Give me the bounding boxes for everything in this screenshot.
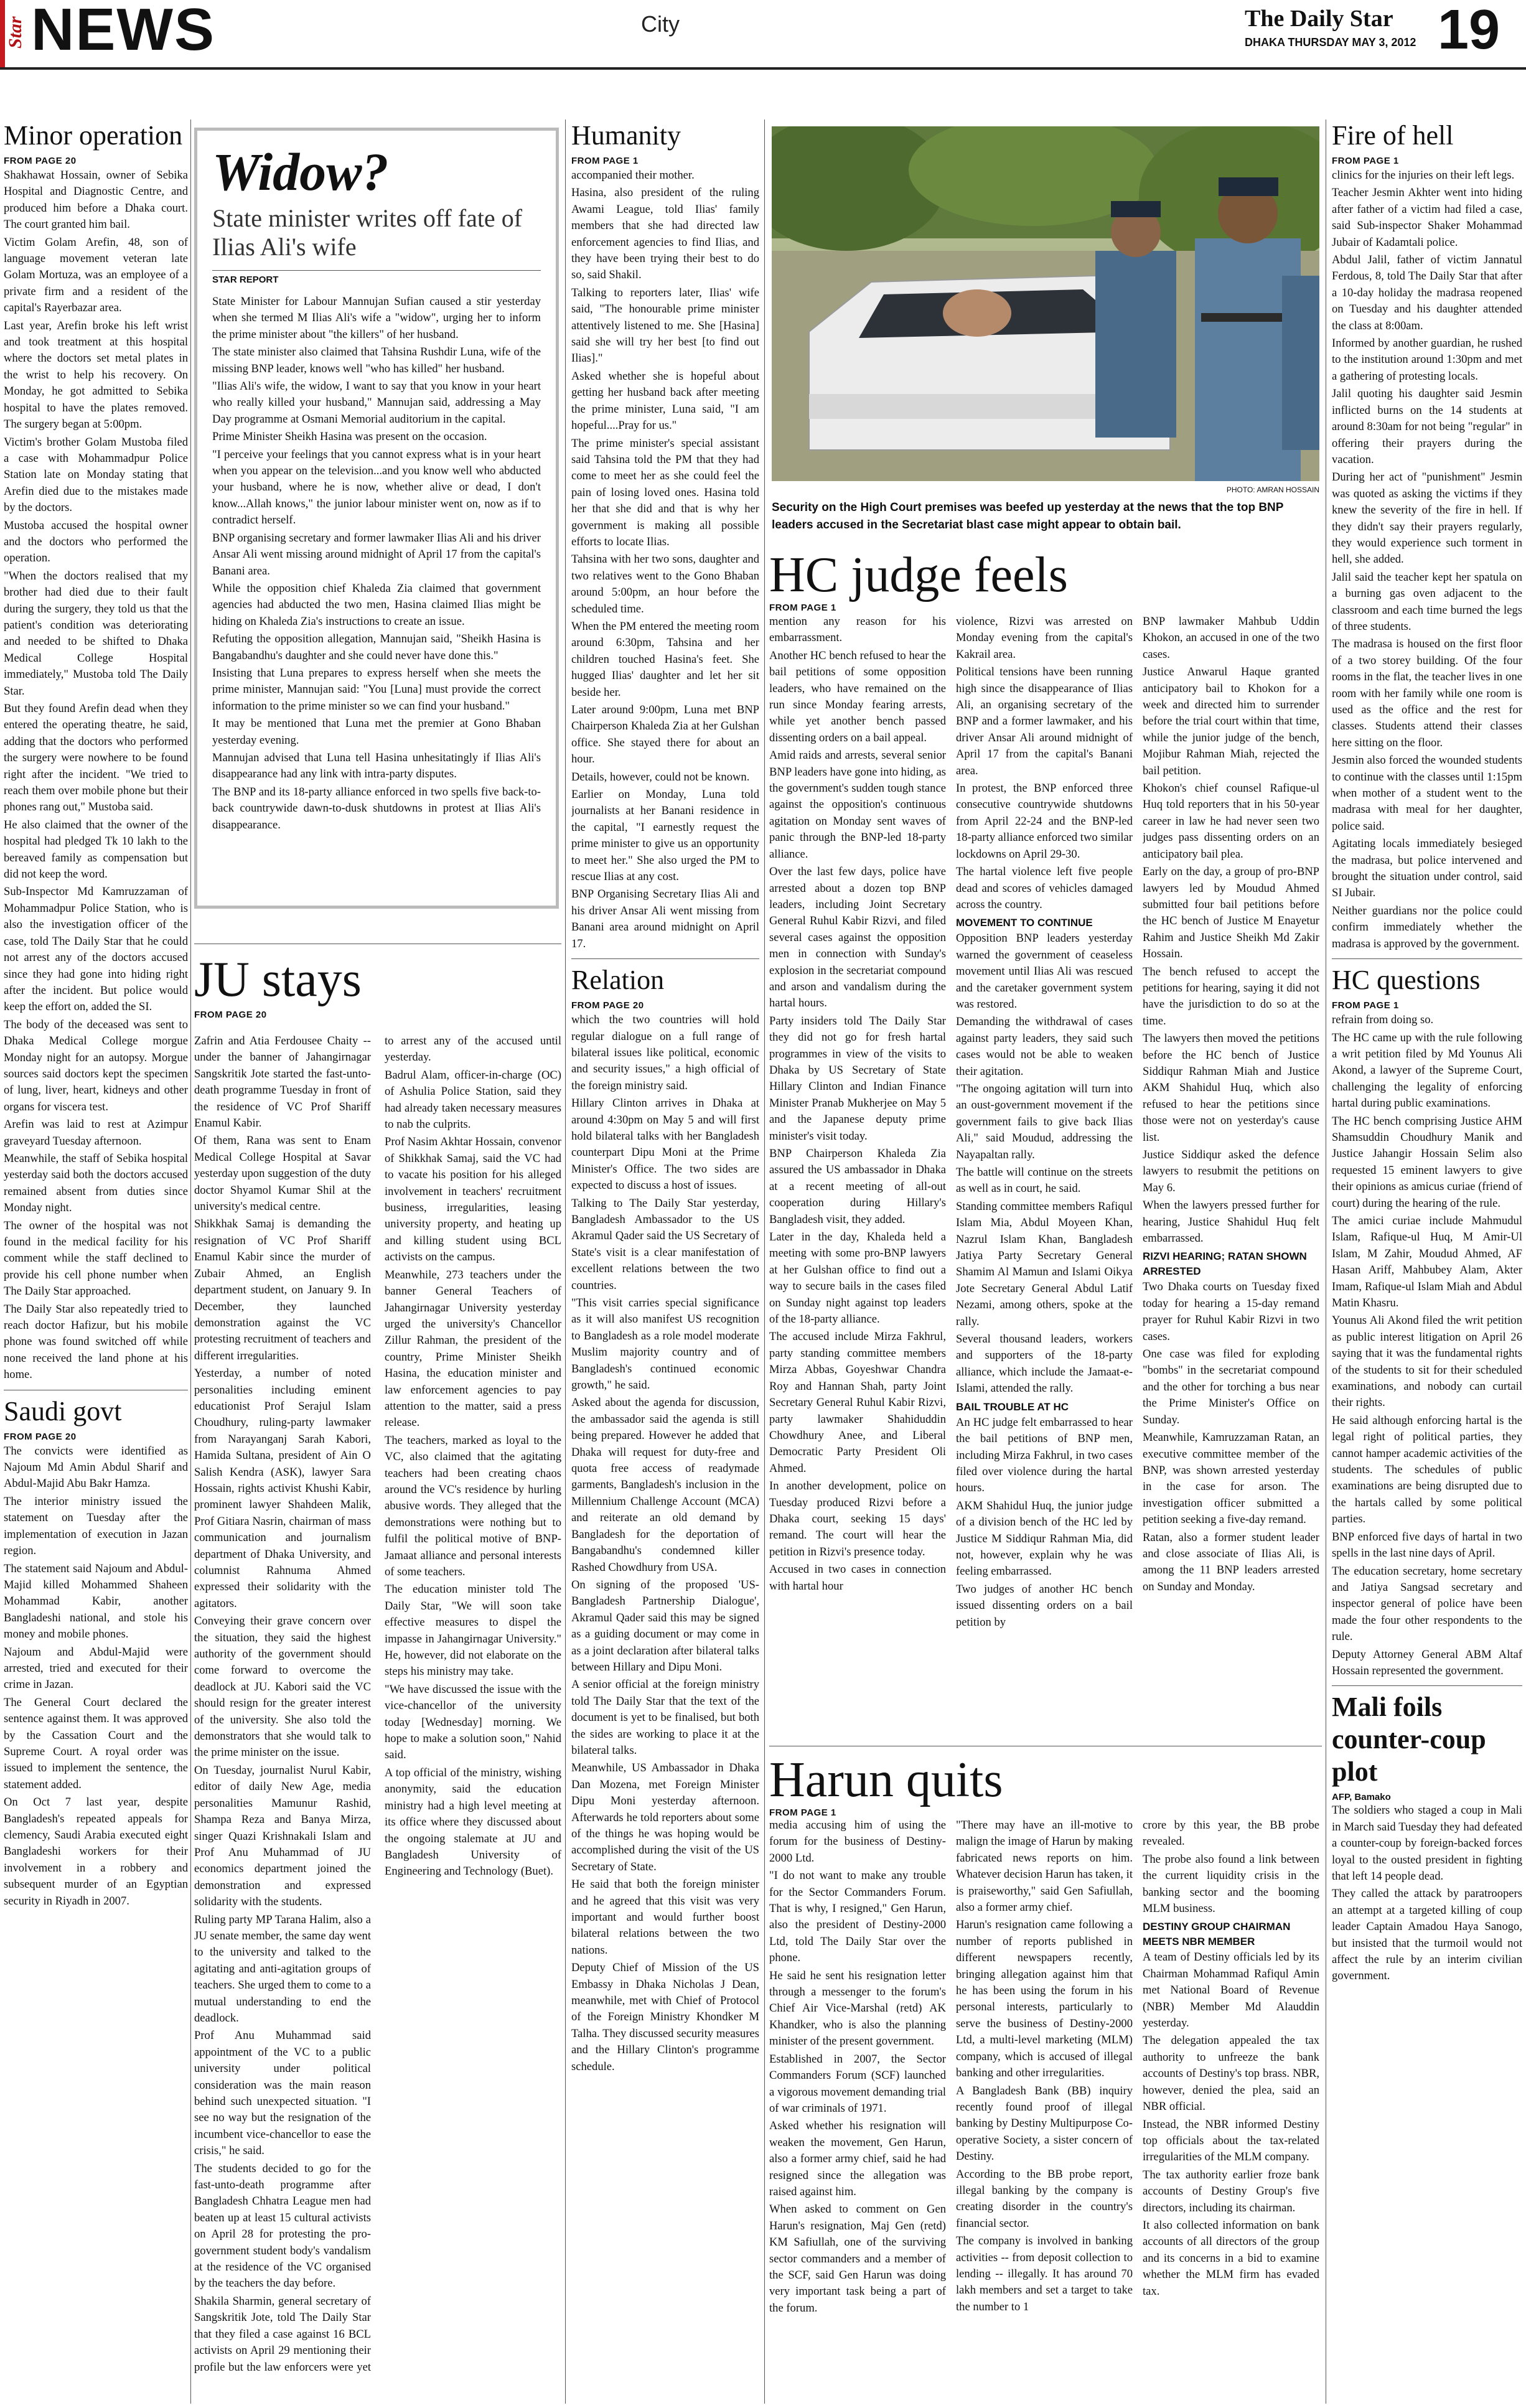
paragraph: In protest, the BNP enforced three consecutive countrywide shutdowns from April 22-24 and the BNP-led 18-party alliance enforced two similar lockdowns on April 29-30. [956,782,1133,861]
paragraph: Later in the day, Khaleda held a meeting with some pro-BNP lawyers at her Gulshan office to find out a way to secure bails in the cases filed on Sunday night against top leaders of the 18-party alliance. [769,1230,946,1326]
paragraph: An HC judge felt embarrassed to hear the bail petitions of BNP men, including Mirza Fakhrul, in two cases filed over violence during the hartal hours. [956,1415,1133,1495]
paragraph: which the two countries will hold regular dialogue on a full range of bilateral issues like political, economic and security issues," a high official of the foreign ministry said. [571,1013,759,1092]
column-humanity-relation [571,119,759,2404]
paragraph: While the opposition chief Khaleda Zia claimed that government agencies had abducted the two men, Hasina claimed Ilias might be hiding on Khaleda Zia's instructions to create an issue. [212,581,541,628]
hc-col-2-b [956,930,1133,1397]
paragraph: Victim Golam Arefin, 48, son of language movement veteran late Golam Mortuza, was an employee of a private firm and a resident of the capital's Rayerbazar area. [4,235,188,315]
ju-body [194,1033,561,2402]
paragraph: A senior official at the foreign ministry told The Daily Star that the text of the document is yet to be finalised, but both the sides are working to place it at the bilateral talks. [571,1678,759,1757]
paragraph: It also collected information on bank accounts of all directors of the group and its concerns in a bid to examine whether the MLM firm has evaded tax. [1143,2218,1319,2298]
paragraph: Arefin was laid to rest at Azimpur graveyard Tuesday afternoon. [4,1118,188,1148]
widow-subhead: State minister writes off fate of Ilias Ali's wife [212,204,523,261]
paragraph: The madrasa is housed on the first floor of a two storey building. Of the four rooms in the flat, the teacher lives in one room with her family while one room is used as the office and the rest for classes. Students attend their classes here sitting on the floor. [1332,637,1522,749]
page-number: 19 [1438,0,1500,61]
paragraph: Talking to The Daily Star yesterday, Bangladesh Ambassador to the US Akramul Qader said the US Secretary of State's visit is a clear manifestation of excellent relations between the two countries. [571,1196,759,1292]
relation-headline: Relation [571,965,665,996]
dateline: DHAKA THURSDAY MAY 3, 2012 [1245,36,1416,49]
column-rule [190,119,191,2404]
paragraph: He said although enforcing hartal is the legal right of political parties, they cannot hamper academic activities of the students. The schedules of public examinations are being disrupted due to the hartals called by some political parties. [1332,1413,1522,1526]
paragraph: Shakila Sharmin, general secretary of Sangskritik Jote, told The Daily Star that they filed a case against 16 BCL activists on April 29 mentioning their profile but the law enforcers were yet to arrest any of the accused until yesterday. [194,1034,561,2374]
mali-body [1332,1802,1522,1984]
column-rule [565,119,566,2404]
ju-headline: JU stays [194,952,362,1007]
section-title: NEWS [31,0,215,63]
widow-box [194,128,559,909]
paragraph: The company is involved in banking activities -- from deposit collection to lending -- illegally. It has around 70 lakh members and set a target to take the number to 1 [956,2234,1133,2313]
paragraph: The students decided to go for the fast-unto-death programme after Bangladesh Chhatra League men had beaten up at least 15 cultural activists on April 28 for protesting the pro-government student body's vandalism at the residence of the VC organised by the teachers the day before. [194,2162,371,2290]
paragraph: Justice Anwarul Haque granted anticipatory bail to Khokon for a week and directed him to surrender before the trial court within that time, while the junior judge of the bench, Mojibur Rahman Miah, rejected the bail petition. [1143,665,1319,777]
paragraph: Jesmin also forced the wounded students to continue with the classes until 1:15pm when mother of a student went to the madrasa with meal for her daughter, police said. [1332,754,1522,833]
paragraph: Meanwhile, the staff of Sebika hospital yesterday said both the doctors accused remained absent from duties since Monday night. [4,1151,188,1215]
paragraph: One case was filed for exploding "bombs" in the secretariat compound and the other for torching a bus near the Prime Minister's Office on Sunday. [1143,1347,1319,1427]
hc-col-2-c [956,1415,1133,1631]
paragraph: BNP enforced five days of hartal in two spells in the last nine days of April. [1332,1530,1522,1560]
column-rule [764,119,765,2404]
paragraph: He said that both the foreign minister and he agreed that this visit was very important and would further boost bilateral relations between the two nations. [571,1878,759,1957]
paragraph: "When the doctors realised that my brother had died due to their fault during the surgery, they told us that the patient's condition was deteriorating and needed to be shifted to Dhaka Medical College Hospital immediately," Mustoba told The Daily Star. [4,569,188,698]
paragraph: Tahsina with her two sons, daughter and two relatives went to the Gono Bhaban around 5:00pm, an hour before the scheduled time. [571,553,759,616]
paragraph: The delegation appealed the tax authority to unfreeze the bank accounts of Destiny's top brass. NBR, however, denied the plea, said an NBR official. [1143,2034,1319,2114]
paragraph: The probe also found a link between the current liquidity crisis in the banking sector and the booming MLM business. [1143,1852,1319,1916]
paragraph: Early on the day, a group of pro-BNP lawyers led by Moudud Ahmed submitted four bail petitions before the HC bench of Justice M Enayetur Rahim and Justice Sheikh Md Zakir Hossain. [1143,865,1319,961]
widow-byline: STAR REPORT [212,270,541,285]
masthead [0,0,1526,70]
paragraph: Najoum and Abdul-Majid were arrested, tried and executed for their crime in Jazan. [4,1645,188,1692]
paper-name: The Daily Star [1245,6,1393,32]
paragraph: refrain from doing so. [1332,1013,1434,1027]
paragraph: Harun's resignation came following a number of reports published in different newspapers recently, bringing allegation against him that he has been using the forum in his personal interests, particularly to serve the business of Destiny-2000 Ltd, a multi-level marketing (MLM) company, which is accused of illegal banking and other irregularities. [956,1918,1133,2080]
hcq-from: FROM PAGE 1 [1332,1000,1399,1011]
paragraph: The HC bench comprising Justice AHM Shamsuddin Choudhury Manik and Justice Jahangir Hossain Selim also requested 15 eminent lawyers to give their opinions as amicus curiae (friend of court) during the hearing of the rule. [1332,1114,1522,1210]
divider [1332,958,1522,959]
paragraph: Refuting the opposition allegation, Mannujan said, "Sheikh Hasina is Bangabandhu's daughter and she could never have done this." [212,632,541,662]
hc-col-3-a [1143,614,1319,1247]
paragraph: Political tensions have been running high since the disappearance of Ilias Ali, an organising secretary of the BNP and a former lawmaker, and his driver Ansar Ali around midnight of April 17 from the capital's Banani area. [956,665,1133,777]
photo-credit: PHOTO: AMRAN HOSSAIN [1226,485,1319,494]
paragraph: Meanwhile, US Ambassador in Dhaka Dan Mozena, met Foreign Minister Dipu Moni yesterday afternoon. Afterwards he told reporters about some of the things he was hoping would be accomplished during the visit of the US Secretary of State. [571,1761,759,1873]
harun-header [769,1753,1322,1819]
paragraph: He also claimed that the owner of the hospital had pledged Tk 10 lakh to the bereaved family as compensation but did not keep the word. [4,818,188,881]
paragraph: The General Court declared the sentence against them. It was approved by the Cassation Court and the Supreme Court. A royal order was issued to implement the sentence, the statement added. [4,1695,188,1791]
minor-body [4,167,188,1384]
paragraph: The convicts were identified as Najoum Md Amin Abdul Sharif and Abdul-Majid Abu Bakr Hamza. [4,1444,188,1491]
harun-from: FROM PAGE 1 [769,1807,836,1818]
paragraph: Mannujan advised that Luna tell Hasina unhesitatingly if Ilias Ali's disappearance had any link with intra-party disputes. [212,751,541,781]
paragraph: Earlier on Monday, Luna told journalists at her Banani residence in the capital, "I earnestly request the prime minister to give us an opportunity to meet her." She also urged the PM to rescue Ilias at any cost. [571,788,759,884]
hc-col-3 [1143,614,1319,1740]
paragraph: It may be mentioned that Luna met the premier at Gono Bhaban yesterday evening. [212,717,541,747]
paragraph: "We have discussed the issue with the vice-chancellor of the university today [Wednesday] morning. We hope to make a solution soon," Nahid said. [385,1682,561,1762]
fire-headline: Fire of hell [1332,120,1454,151]
hc-col-2 [956,614,1133,1740]
paragraph: The education secretary, home secretary and Jatiya Sangsad secretary and inspector general of police have been made the four other respondents to the rule. [1332,1564,1522,1644]
paragraph: When asked to comment on Gen Harun's resignation, Maj Gen (retd) KM Safiullah, one of the surviving sector commanders and a member of the SCF, said Gen Harun was doing very important task being a part of the forum. [769,2203,946,2315]
paragraph: Asked whether his resignation will weaken the movement, Gen Harun, also a former army chief, said he had resigned since the allegation was raised against him. [769,2119,946,2198]
saudi-body [4,1443,188,1909]
photo-caption: Security on the High Court premises was beefed up yesterday at the news that the top BNP leaders accused in the Secretariat blast case might appear to obtain bail. [772,501,1284,532]
paragraph: Deputy Chief of Mission of the US Embassy in Dhaka Nicholas J Dean, meanwhile, met with Chief of Protocol of the Foreign Ministry Khondker M Talha. They discussed security measures and the Hillary Clinton's programme schedule. [571,1961,759,2073]
paragraph: Another HC bench refused to hear the bail petitions of some opposition leaders, who have remained on the run since Monday fearing arrests, while yet another bench passed dissenting orders on a bail appeal. [769,649,946,744]
paragraph: Ratan, also a former student leader and close associate of Ilias Ali, is among the 11 BNP leaders arrested on Sunday and Monday. [1143,1530,1319,1593]
paragraph: "Ilias Ali's wife, the widow, I want to say that you know in your heart who really killed your husband," Mannujan said, addressing a May Day programme at Osmani Memorial auditorium in the capital. [212,380,541,426]
paragraph: Talking to reporters later, Ilias' wife said, "The honourable prime minister attentively listened to me. She [Hasina] said she will try her best [to find out Ilias]." [571,286,759,365]
hc-col-3-b [1143,1279,1319,1595]
paragraph: The teachers, marked as loyal to the VC, also claimed that the agitating teachers had been creating chaos around the VC's residence by hurling abusive words. They alleged that the demonstrations were nothing but to fulfil the political motive of BNP-Jamaat alliance and personal interests of some teachers. [385,1433,561,1578]
hc-headline: HC judge feels [769,548,1068,602]
paragraph: The lawyers then moved the petitions before the HC bench of Justice Siddiqur Rahman Miah and Justice AKM Shahidul Huq, which also refused to hear the petitions since those were not on yesterday's cause list. [1143,1032,1319,1144]
divider [571,958,759,959]
paragraph: According to the BB probe report, illegal banking by the company is creating disorder in the country's financial sector. [956,2167,1133,2230]
paragraph: BNP Chairperson Khaleda Zia assured the US ambassador in Dhaka at a recent meeting of all-out cooperation during Hillary's Bangladesh visit, they added. [769,1147,946,1226]
harun-col-1 [769,1817,946,2402]
harun-col-3-b [1143,1949,1319,2300]
divider [1332,1685,1522,1686]
paragraph: On Oct 7 last year, despite Bangladesh's repeated appeals for clemency, Saudi Arabia executed eight Bangladeshi workers for their involvement in a robbery and subsequent murder of an Egyptian security in Riyadh in 2007. [4,1796,188,1908]
paragraph: Hasina, also president of the ruling Awami League, told Ilias' family members that she had directed law enforcement agencies to find Ilias, and they have been trying their best to do so, said Shakil. [571,186,759,282]
paragraph: Established in 2007, the Sector Commanders Forum (SCF) launched a vigorous movement demanding trial of war criminals of 1971. [769,2052,946,2115]
paragraph: clinics for the injuries on their left legs. [1332,169,1515,182]
paragraph: Several thousand leaders, workers and supporters of the 18-party alliance, which include the Jamaat-e-Islami, attended the rally. [956,1333,1133,1395]
relation-from: FROM PAGE 20 [571,1000,644,1011]
hc-subhead-rizvi: RIZVI HEARING; RATAN SHOWN ARRESTED [1143,1250,1307,1278]
hc-col-2-a [956,614,1133,913]
humanity-headline: Humanity [571,120,681,151]
hcq-headline: HC questions [1332,965,1481,996]
paragraph: Conveying their grave concern over the situation, they said the highest authority of the government should come forward to overcome the deadlock at JU. Kabori said the VC should resign for the greater interest of the university. She also told the demonstrators that she would talk to the prime minister on the issue. [194,1614,371,1759]
paragraph: On Tuesday, journalist Nurul Kabir, editor of daily New Age, media personalities Mamunur Rashid, Shampa Reza and Banya Mirza, singer Quazi Krishnakali Islam and Prof Anu Muhammad of JU economics department joined the demonstration and expressed solidarity with the students. [194,1763,371,1909]
paragraph: Two Dhaka courts on Tuesday fixed today for hearing a 15-day remand prayer for Ruhul Kabir Rizvi in two cases. [1143,1280,1319,1343]
paragraph: The HC came up with the rule following a writ petition filed by Md Younus Ali Akond, a lawyer of the Supreme Court, challenging the legality of enforcing hartal during public examinations. [1332,1031,1522,1110]
paragraph: crore by this year, the BB probe revealed. [1143,1819,1319,1848]
paragraph: Victim's brother Golam Mustoba filed a case with Mohammadpur Police Station late on Monday stating that Arefin died due to the mistakes made by the doctors. [4,435,188,515]
harun-subhead: DESTINY GROUP CHAIRMAN MEETS NBR MEMBER [1143,1921,1291,1948]
paragraph: When the PM entered the meeting room around 6:30pm, Tahsina and her children touched Hasina's feet. She hugged Ilias' daughter and let her sit beside her. [571,619,759,699]
paragraph: Shakhawat Hossain, owner of Sebika Hospital and Diagnostic Centre, and produced him before a Dhaka court. The court granted him bail. [4,169,188,232]
paragraph: The owner of the hospital was not found in the medical facility for his comment while the staff declined to provide his cell phone number when The Daily Star approached. [4,1219,188,1298]
paragraph: Hillary Clinton arrives in Dhaka at around 4:30pm on May 5 and will first hold bilateral talks with her Bangladesh counterpart Dipu Moni at the Prime Minister's Office. The two sides are expected to discuss a host of issues. [571,1097,759,1192]
paragraph: BNP Organising Secretary Ilias Ali and his driver Ansar Ali went missing from Banani area around midnight on April 17. [571,888,759,950]
hc-col-1 [769,614,946,1740]
paragraph: A team of Destiny officials led by its Chairman Mohammad Rafiqul Amin met National Board of Revenue (NBR) Member Md Alauddin yesterday. [1143,1951,1319,2030]
paragraph: Teacher Jesmin Akhter went into hiding after father of a victim had filed a case, said Sub-inspector Shaker Mohammad Jubair of Kadamtali police. [1332,186,1522,249]
paragraph: media accusing him of using the forum for the business of Destiny-2000 Ltd. [769,1819,946,1865]
masthead-red-bar [0,0,5,67]
paragraph: The state minister also claimed that Tahsina Rushdir Luna, wife of the missing BNP leader, knows well "who has killed" her husband. [212,345,541,375]
ju-from: FROM PAGE 20 [194,1010,267,1020]
paragraph: A Bangladesh Bank (BB) inquiry recently found proof of illegal banking by Destiny Multipurpose Co-operative Society, a sister concern of Destiny. [956,2084,1133,2163]
paragraph: Ruling party MP Tarana Halim, also a JU senate member, the same day went to the university and talked to the agitating and anti-agitation groups of teachers. She urged them to come to a mutual understanding to end the deadlock. [194,1913,371,2025]
paragraph: "I do not want to make any trouble for the Sector Commanders Forum. That is why, I resigned," Gen Harun, also the president of Destiny-2000 Ltd, told The Daily Star over the phone. [769,1869,946,1965]
column-right [1332,119,1522,2404]
paragraph: mention any reason for his embarrassment. [769,615,946,645]
paragraph: Justice Siddiqur asked the defence lawyers to resubmit the petitions on May 6. [1143,1148,1319,1194]
paragraph: The hartal violence left five people dead and scores of vehicles damaged across the country. [956,865,1133,911]
paragraph: During her act of "punishment" Jesmin was quoted as asking the victims if they knew the severity of the fire in hell. If they didn't say their prayers regularly, they would experience such torment in hell, she added. [1332,471,1522,566]
paragraph: Sub-Inspector Md Kamruzzaman of Mohammadpur Police Station, who is also the investigation officer of the case, told The Daily Star that he could not arrest any of the doctors accused since they had gone into hiding right after the incident. But police would keep the effort on, added the SI. [4,885,188,1014]
paragraph: BNP organising secretary and former lawmaker Ilias Ali and his driver Ansar Ali went missing around midnight of April 17 from the capital's Banani area. [212,531,541,578]
paragraph: violence, Rizvi was arrested on Monday evening from the capital's Kakrail area. [956,615,1133,661]
widow-body [212,294,541,833]
paragraph: He said he sent his resignation letter through a messenger to the forum's Chief Air Vice-Marshal (retd) AK Khandker, who is also the planning minister of the present government. [769,1969,946,2048]
paragraph: The body of the deceased was sent to Dhaka Medical College morgue Monday night for an autopsy. Morgue sources said doctors kept the specimen of lung, liver, heart, kidneys and other organs for viscera test. [4,1018,188,1113]
paragraph: The statement said Najoum and Abdul-Majid killed Mohammed Shaheen Mohammad Kabir, another Bangladeshi national, and stole his money and mobile phones. [4,1562,188,1641]
paragraph: Standing committee members Rafiqul Islam Mia, Abdul Moyeen Khan, Nazrul Islam Khan, Bangladesh Jatiya Party Secretary General Shamim Al Mamun and Islami Oikya Jote Secretary General Abdul Latif Nezami, among others, spoke at the rally. [956,1199,1133,1328]
paragraph: Later around 9:00pm, Luna met BNP Chairperson Khaleda Zia at her Gulshan office. She stayed there for about an hour. [571,703,759,766]
mali-headline: Mali foils counter-coup plot [1332,1692,1486,1787]
hc-from: FROM PAGE 1 [769,602,836,613]
column-1 [4,119,188,2404]
harun-col-3-a [1143,1817,1319,1917]
paragraph: "I perceive your feelings that you cannot express what is in your heart when you appear on the television...and you know well who abducted your husband, where he is now, whether alive or dead, I don't know...Allah knows," the junior labour minister went on, now as if to contradict herself. [212,447,541,527]
paragraph: The education minister told The Daily Star, "We will soon take effective measures to dispel the impasse in Jahangirnagar University." He, however, did not elaborate on the steps his ministry may take. [385,1583,561,1679]
fire-from: FROM PAGE 1 [1332,156,1399,166]
paragraph: The BNP and its 18-party alliance enforced in two spells five back-to-back countrywide dawn-to-dusk shutdowns in protest at Ilias Ali's disappearance. [212,785,541,832]
paragraph: Last year, Arefin broke his left wrist and took treatment at this hospital where the doctors set metal plates in the wrist to help his recovery. On Monday, he got admitted to Sebika hospital to have the plates removed. The surgery began at 5:00pm. [4,319,188,431]
saudi-headline: Saudi govt [4,1395,122,1427]
paragraph: Younus Ali Akond filed the writ petition as public interest litigation on April 26 saying that it was the fundamental rights of the students to sit for their scheduled examinations, and nobody can curtail their rights. [1332,1314,1522,1410]
paragraph: "The ongoing agitation will turn into an oust-government movement if the government fails to give back Ilias Ali," said Moudud, addressing the Nayapaltan rally. [956,1082,1133,1161]
paragraph: A top official of the ministry, wishing anonymity, said the education ministry had a high level meeting at its office where they discussed about the ongoing stalemate at JU and Bangladesh University of Engineering and Technology (Buet). [385,1766,561,1878]
star-logo: Star [5,16,26,49]
paragraph: The Daily Star also repeatedly tried to reach doctor Hafizur, but his mobile phone was found switched off while none received the land phone at his home. [4,1302,188,1382]
paragraph: Badrul Alam, officer-in-charge (OC) of Ashulia Police Station, said they had already taken necessary measures to nab the culprits. [385,1068,561,1131]
paragraph: The interior ministry issued the statement on Tuesday after the implementation of execution in Jazan region. [4,1494,188,1558]
paragraph: Of them, Rana was sent to Enam Medical College Hospital at Savar yesterday upon suggestion of the duty doctor Shyamol Kumar Shil at the university's medical centre. [194,1134,371,1214]
paragraph: "There may have an ill-motive to malign the image of Harun by making fabricated news reports on him. Whatever decision Harun has taken, it is praiseworthy," said Gen Safiullah, also a former army chief. [956,1819,1133,1914]
harun-headline: Harun quits [769,1753,1003,1807]
relation-body [571,1012,759,2075]
paragraph: When the lawyers pressed further for hearing, Justice Shahidul Huq felt embarrassed. [1143,1199,1319,1245]
paragraph: accompanied their mother. [571,169,695,182]
paragraph: Two judges of another HC bench issued dissenting orders on a bail petition by [956,1582,1133,1629]
paragraph: The amici curiae include Mahmudul Islam, Rafique-ul Huq, M Amir-Ul Islam, M Zahir, Moudud Ahmed, AF Hasan Ariff, Mahbubey Alam, Akter Imam, Rafique-ul Islam Miah and Abdul Matin Khasru. [1332,1214,1522,1309]
paragraph: Khokon's chief counsel Rafique-ul Huq told reporters that in his 50-year career in law he had never seen two judges pass dissenting orders on an anticipatory bail plea. [1143,782,1319,861]
paragraph: The prime minister's special assistant said Tahsina told the PM that they had come to meet her as she could feel the pain of losing loved ones. Hasina told her that she did and that is why her government is making all possible efforts to locate Ilias. [571,436,759,548]
paragraph: Meanwhile, Kamruzzaman Ratan, an executive committee member of the BNP, was shown arrested yesterday in the case for arson. The investigation officer submitted a petition seeking a five-day remand. [1143,1431,1319,1527]
paragraph: Insisting that Luna prepares to express herself when she meets the prime minister, Mannujan said: "You [Luna] must provide the correct information to the prime minister so we can find your husband." [212,666,541,713]
paragraph: On signing of the proposed 'US-Bangladesh Partnership Dialogue', Akramul Qader said this may be signed as a guiding document or may come in as a joint declaration after bilateral talks between Hillary and Dipu Moni. [571,1578,759,1674]
paragraph: Prime Minister Sheikh Hasina was present on the occasion. [212,430,487,444]
paragraph: Asked whether she is hopeful about getting her husband back after meeting the prime minister, Luna said, "I am hopeful....Pray for us." [571,369,759,433]
paragraph: Party insiders told The Daily Star they did not go for fresh hartal programmes in view of the visits to Dhaka by US Secretary of State Hillary Clinton and Indian Finance Minister Pranab Mukherjee on May 5 and the Japanese deputy prime minister's visit today. [769,1014,946,1143]
paragraph: Jalil said the teacher kept her spatula on a burning gas oven adjacent to the classroom and each time burned the legs of three students. [1332,570,1522,633]
sub-section: City [641,11,680,37]
paragraph: Meanwhile, 273 teachers under the banner General Teachers of Jahangirnagar University yesterday urged the university's Chancellor Zillur Rahman, the president of the country, Prime Minister Sheikh Hasina, the education minister and law enforcement agencies to pay attention to the matter, said a press release. [385,1268,561,1430]
paragraph: Demanding the withdrawal of cases against party leaders, they said such cases would not be able to weaken their agitation. [956,1015,1133,1078]
humanity-from: FROM PAGE 1 [571,156,639,166]
paragraph: The accused include Mirza Fakhrul, party standing committee members Mirza Abbas, Goyeshwar Chandra Roy and Hannan Shah, party Joint Secretary General Ruhul Kabir Rizvi, party lawmaker Shahiduddin Chowdhury Anee, and Liberal Democratic Party President Oli Ahmed. [769,1330,946,1475]
paragraph: The soldiers who staged a coup in Mali in March said Tuesday they had defeated a counter-coup by foreign-backed forces loyal to the ousted president in fighting that left 14 people dead. [1332,1804,1522,1883]
paragraph: Zafrin and Atia Ferdousee Chaity -- under the banner of Jahangirnagar Sangskritik Jote started the fast-unto-death programme Tuesday in front of the residence of VC Prof Shariff Enamul Kabir. [194,1034,371,1130]
paragraph: BNP lawmaker Mahbub Uddin Khokon, an accused in one of the two cases. [1143,615,1319,661]
paragraph: "This visit carries special significance as it will also manifest US recognition to Bangladesh as a role model moderate Muslim majority country and of Bangladesh's continued economic growth," he said. [571,1296,759,1392]
hc-subhead-movement: MOVEMENT TO CONTINUE [956,917,1093,929]
paragraph: Accused in two cases in connection with hartal hour [769,1563,946,1593]
harun-col-3 [1143,1817,1319,2402]
paragraph: They called the attack by paratroopers an attempt at a targeted killing of coup leader Captain Amadou Haya Sanogo, but insisted that the turmoil would not affect the rule by an interim civilian government. [1332,1887,1522,1983]
paragraph: Asked about the agenda for discussion, the ambassador said the agenda is still being prepared. However he added that Dhaka will request for duty-free and quota free access of readymade garments, Bangladesh's inclusion in the Millennium Challenge Account (MCA) and reiterate an old demand by Bangladesh for the deportation of Bangabandhu's condemned killer Rashed Chowdhury from USA. [571,1396,759,1574]
mali-byline: AFP, Bamako [1332,1792,1391,1803]
paragraph: Prof Nasim Akhtar Hossain, convenor of Shikkhak Samaj, said the VC had to vacate his position for his alleged involvement in teachers' recruitment business, irregularities, leasing university property, and heating up and killing student using BCL activists on the campus. [385,1135,561,1264]
paragraph: Shikkhak Samaj is demanding the resignation of VC Prof Shariff Enamul Kabir since the murder of Zubair Ahmed, an English department student, on January 9. In December, they launched demonstration against the VC protesting recruitment of teachers and different irregularities. [194,1217,371,1362]
paragraph: Abdul Jalil, father of victim Jannatul Ferdous, 8, told The Daily Star that after a 10-day holiday the madrasa reopened on Tuesday and his daughter attended the class at 8:00am. [1332,253,1522,332]
police-checkpoint-photo [772,126,1319,481]
minor-headline: Minor operation [4,120,183,151]
paragraph: Over the last few days, police have arrested about a dozen top BNP leaders, including Joint Secretary General Ruhul Kabir Rizvi, and filed several cases against the opposition men in connection with Sunday's explosion in the secretariat compound and arson and vandalism during the hartal hours. [769,865,946,1010]
ju-header [194,952,561,1021]
paragraph: Informed by another guardian, he rushed to the institution around 1:30pm and met a gathering of protesting locals. [1332,337,1522,383]
paragraph: The tax authority earlier froze bank accounts of Destiny Group's five directors, including its chairman. [1143,2168,1319,2214]
paragraph: In another development, police on Tuesday produced Rizvi before a Dhaka court, seeking 15 days' remand. The court will hear the petition in Rizvi's presence today. [769,1479,946,1558]
minor-from: FROM PAGE 20 [4,156,77,166]
paragraph: Neither guardians nor the police could confirm immediately whether the madrasa is approved by the government. [1332,904,1522,950]
paragraph: Details, however, could not be known. [571,770,750,784]
paragraph: State Minister for Labour Mannujan Sufian caused a stir yesterday when she termed M Ilias Ali's wife a "widow", urging her to inform the prime minister about "the killers" of her husband. [212,295,541,341]
fire-body [1332,167,1522,952]
paragraph: AKM Shahidul Huq, the junior judge of a division bench of the HC led by Justice M Siddiqur Rahman Mia, did not, however, explain why he was feeling embarrassed. [956,1499,1133,1578]
paragraph: Deputy Attorney General ABM Altaf Hossain represented the government. [1332,1647,1522,1677]
paragraph: The bench refused to accept the petitions for hearing, saying it did not have the jurisdiction to do so at the time. [1143,965,1319,1028]
hcq-body [1332,1012,1522,1679]
paragraph: But they found Arefin dead when they entered the operating theatre, he said, adding that the doctors who performed the surgery were nowhere to be found right after the incident. "We tried to reach them over mobile phone but their phones rang out," Mustoba said. [4,702,188,814]
paragraph: Mustoba accused the hospital owner and the doctors who performed the operation. [4,518,188,565]
paragraph: Prof Anu Muhammad said appointment of the VC to a public university under political consideration was the main reason behind such unexpected situation. "I see no way but the resignation of the incumbent vice-chancellor to ease the crisis," he said. [194,2029,371,2158]
humanity-body [571,167,759,952]
paragraph: The battle will continue on the streets as well as in court, he said. [956,1166,1133,1196]
masthead-rule [0,67,1526,70]
paragraph: Instead, the NBR informed Destiny top officials about the tax-related irregularities of the MLM company. [1143,2117,1319,2164]
hc-header [769,548,1322,614]
news-photo [772,126,1319,481]
harun-col-2 [956,1817,1133,2402]
hc-subhead-bail: BAIL TROUBLE AT HC [956,1400,1069,1413]
paragraph: Agitating locals immediately besieged the madrasa, but police intervened and brought the situation under control, said SI Jubair. [1332,837,1522,900]
paragraph: Opposition BNP leaders yesterday warned the government of ceaseless movement until Ilias Ali was rescued and the caretaker government system was restored. [956,932,1133,1011]
paragraph: Yesterday, a number of noted personalities including eminent educationist Prof Serajul Islam Choudhury, ruling-party lawmaker from Narayanganj Sarah Kabori, Hamida Sultana, president of Ain O Salish Kendra (ASK), lawyer Sara Hossain, rights activist Khushi Kabir, prominent lawyer Shahdeen Malik, Prof Gitiara Nasrin, chairman of mass communication and journalism department of Dhaka University, and columnist Rahnuma Ahmed expressed their solidarity with the agitators. [194,1367,371,1610]
saudi-from: FROM PAGE 20 [4,1431,77,1442]
paragraph: Amid raids and arrests, several senior BNP leaders have gone into hiding, as the government's sudden tough stance against the opposition's continuous agitation on Monday sent waves of panic through the BNP-led 18-party alliance. [769,749,946,861]
paragraph: Jalil quoting his daughter said Jesmin inflicted burns on the 14 students at around 8:30am for not being "regular" in offering their prayers during the vacation. [1332,387,1522,466]
widow-headline: Widow? [212,142,389,202]
